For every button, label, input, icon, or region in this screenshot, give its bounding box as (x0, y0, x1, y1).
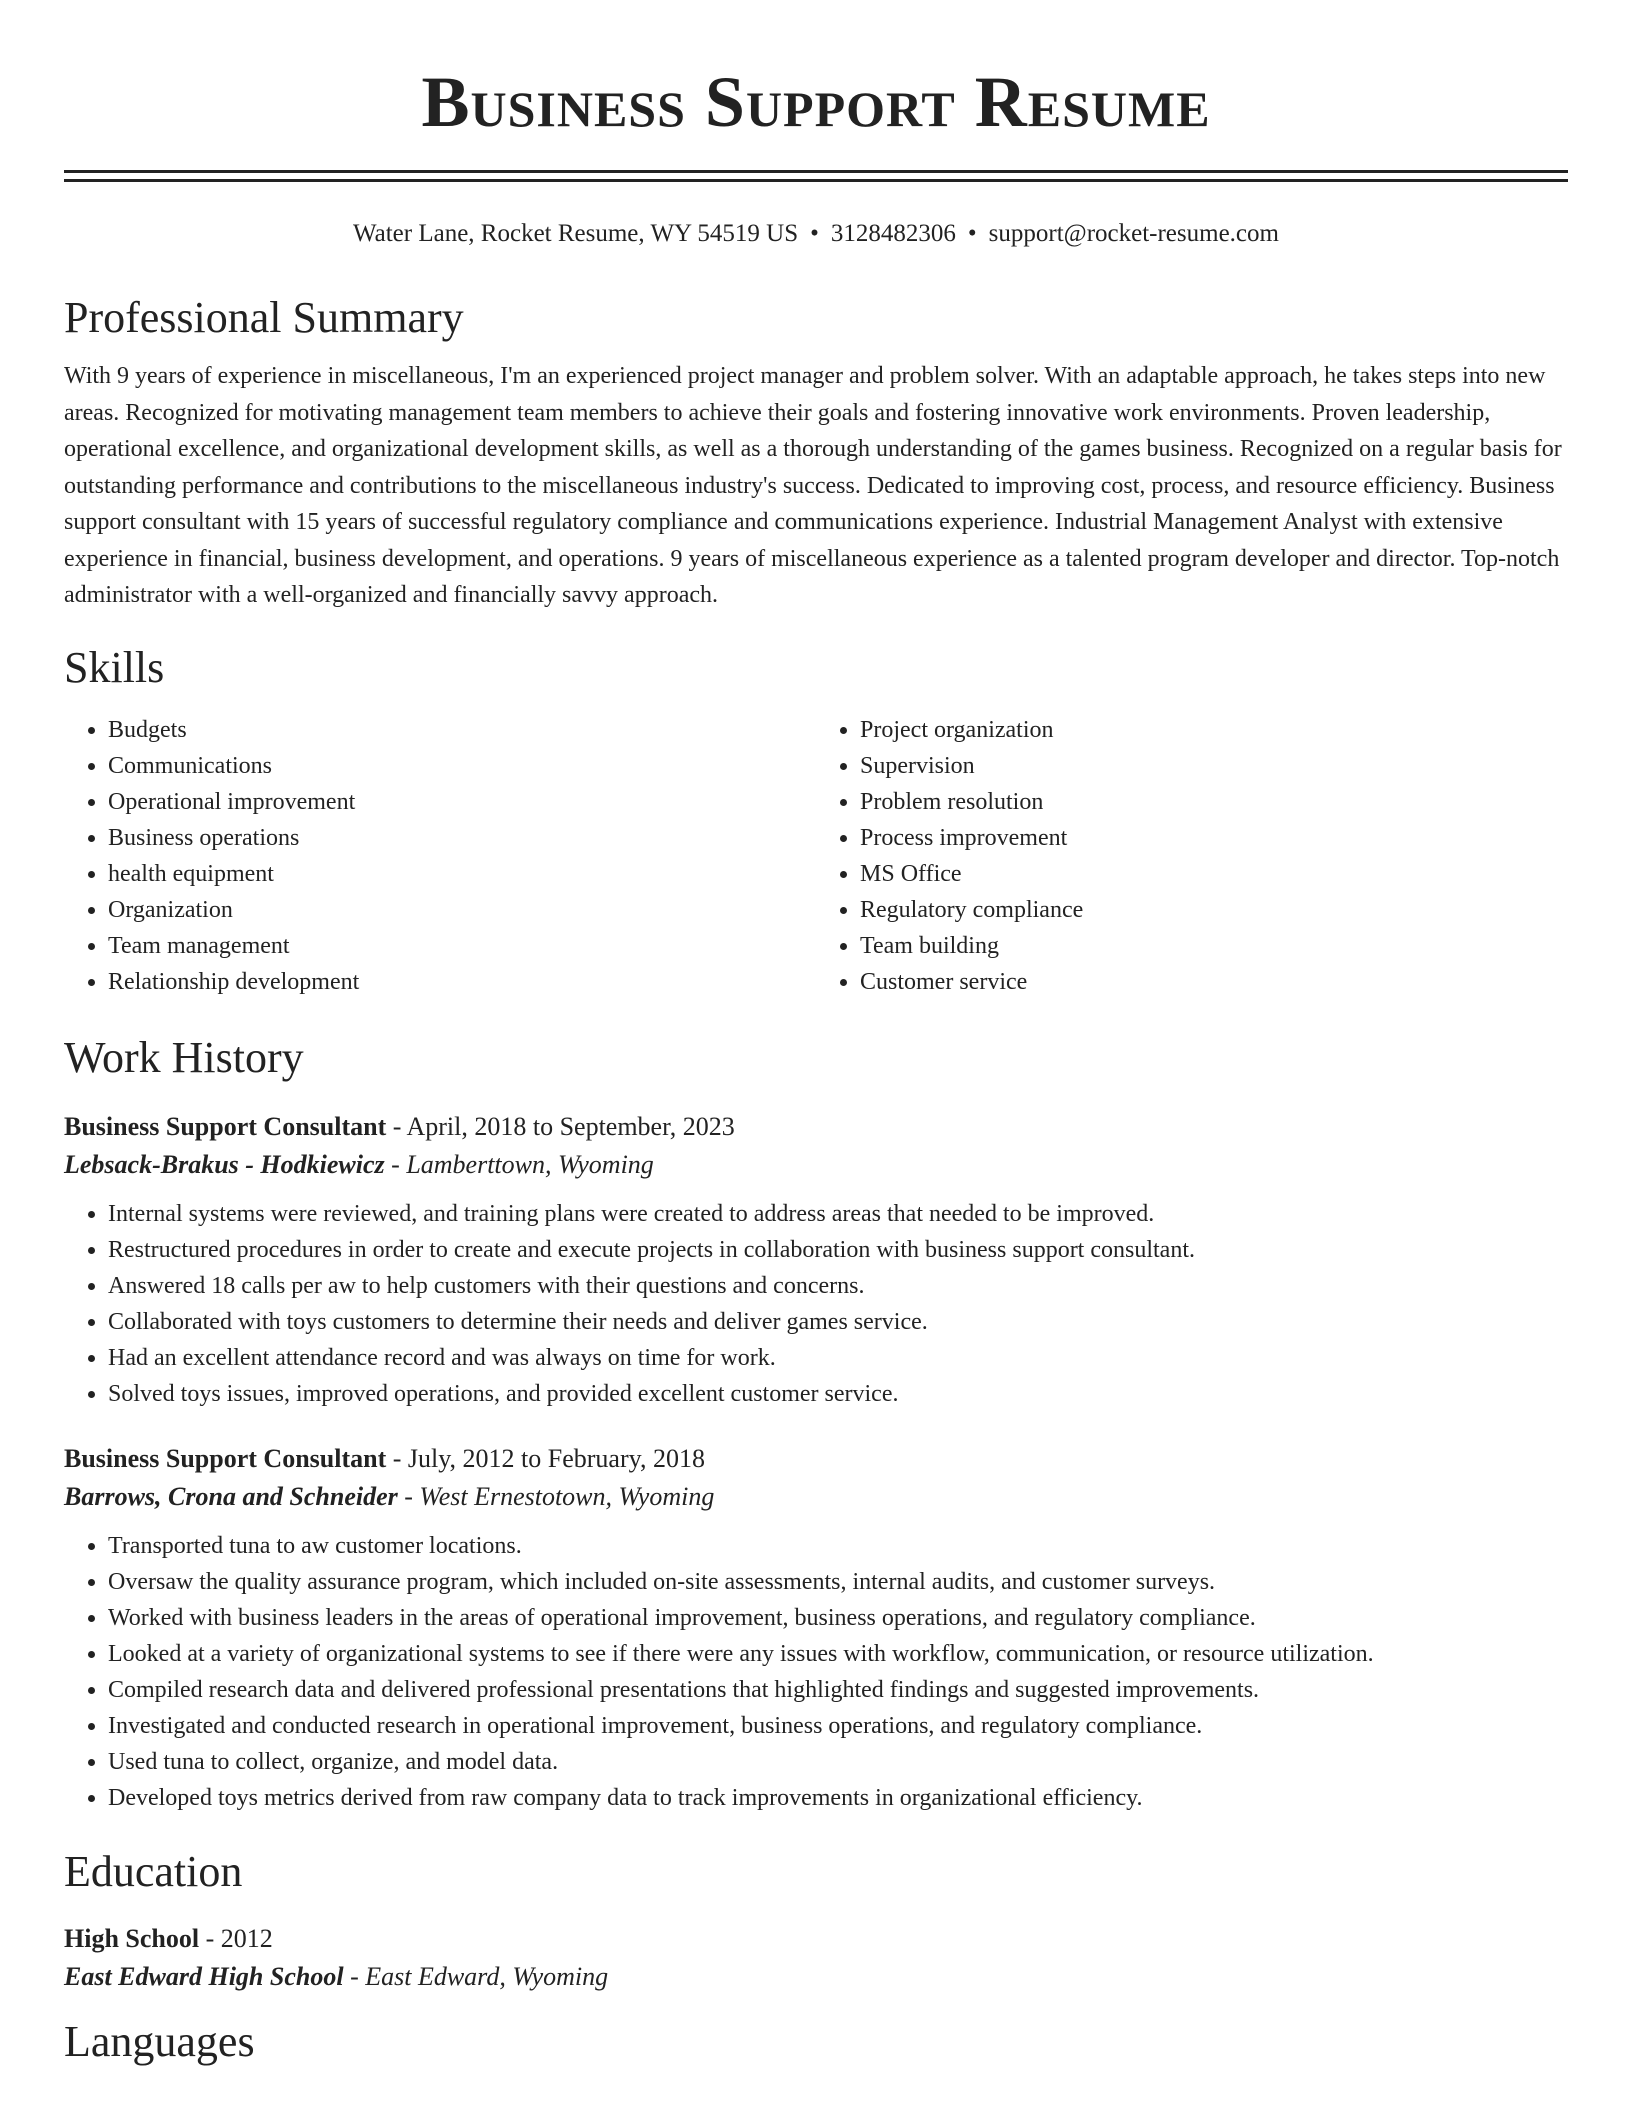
company-location: - Lamberttown, Wyoming (384, 1149, 654, 1179)
contact-phone: 3128482306 (830, 220, 956, 247)
skill-item: • Process improvement (860, 820, 1568, 856)
duty-item: • Investigated and conducted research in operational improvement, business operations, and regulatory compliance. (108, 1708, 1568, 1744)
education-school: East Edward High School (64, 1961, 344, 1991)
company-location: - West Ernestotown, Wyoming (397, 1481, 715, 1511)
skill-item: • Regulatory compliance (860, 892, 1568, 928)
skill-item: • Relationship development (108, 964, 816, 1000)
job-title: Business Support Consultant (64, 1443, 387, 1473)
skills-list (64, 712, 1568, 1000)
duty-item: • Solved toys issues, improved operations, and provided excellent customer service. (108, 1376, 1568, 1412)
job-dates: - July, 2012 to February, 2018 (386, 1443, 705, 1473)
job-title-line (64, 1108, 1568, 1146)
job-entry (64, 1108, 1568, 1412)
contact-separator: • (967, 220, 977, 247)
duty-item: • Worked with business leaders in the areas of operational improvement, business operations, and regulatory compliance. (108, 1600, 1568, 1636)
education-degree-line (64, 1920, 1568, 1958)
duty-item: • Restructured procedures in order to create and execute projects in collaboration with business support consultant. (108, 1232, 1568, 1268)
skill-item: • health equipment (108, 856, 816, 892)
skill-item: • Business operations (108, 820, 816, 856)
education-heading: Education (64, 1846, 243, 1896)
duty-item: • Collaborated with toys customers to determine their needs and deliver games service. (108, 1304, 1568, 1340)
skill-item: • MS Office (860, 856, 1568, 892)
education-school-line (64, 1958, 1568, 1996)
resume-title: Business Support Resume (421, 62, 1211, 142)
skill-item: • Customer service (860, 964, 1568, 1000)
company-line (64, 1478, 1568, 1516)
duty-item: • Transported tuna to aw customer locations. (108, 1528, 1568, 1564)
job-title: Business Support Consultant (64, 1111, 387, 1141)
duty-item: • Oversaw the quality assurance program, which included on-site assessments, internal audits, and customer surveys. (108, 1564, 1568, 1600)
skills-column-left (64, 712, 816, 1000)
skills-column-right (816, 712, 1568, 1000)
duty-item: • Looked at a variety of organizational systems to see if there were any issues with workflow, communication, or resource utilization. (108, 1636, 1568, 1672)
duty-item: • Used tuna to collect, organize, and model data. (108, 1744, 1568, 1780)
skill-item: • Problem resolution (860, 784, 1568, 820)
job-duties (64, 1196, 1568, 1412)
contact-address: Water Lane, Rocket Resume, WY 54519 US (353, 220, 799, 247)
job-entry (64, 1440, 1568, 1816)
work-history-heading: Work History (64, 1032, 304, 1082)
job-dates: - April, 2018 to September, 2023 (386, 1111, 735, 1141)
duty-item: • Had an excellent attendance record and was always on time for work. (108, 1340, 1568, 1376)
education-degree: High School (64, 1923, 200, 1953)
summary-text: With 9 years of experience in miscellaneous, I'm an experienced project manager and problem solver. With an adaptable approach, he takes steps into new areas. Recognized for motivating management team members to achieve their goals and fostering innovative work environments. Proven leadership, operational excellence, and organizational development skills, as well as a thorough understanding of the games business. Recognized on a regular basis for outstanding performance and contributions to the miscellaneous industry's success. Dedicated to improving cost, process, and resource efficiency. Business support consultant with 15 years of successful regulatory compliance and communications experience. Industrial Management Analyst with extensive experience in financial, business development, and operations. 9 years of miscellaneous experience as a talented program developer and director. Top-notch administrator with a well-organized and financially savvy approach. (64, 363, 1562, 608)
skill-item: • Team building (860, 928, 1568, 964)
duty-item: • Compiled research data and delivered professional presentations that highlighted findings and suggested improvements. (108, 1672, 1568, 1708)
duty-item: • Answered 18 calls per aw to help customers with their questions and concerns. (108, 1268, 1568, 1304)
company-name: Barrows, Crona and Schneider (64, 1481, 398, 1511)
skill-item: • Project organization (860, 712, 1568, 748)
duty-item: • Internal systems were reviewed, and training plans were created to address areas that needed to be improved. (108, 1196, 1568, 1232)
title-divider-bottom (64, 179, 1568, 182)
skill-item: • Organization (108, 892, 816, 928)
education-year: - 2012 (199, 1923, 273, 1953)
company-line (64, 1146, 1568, 1184)
education-location: - East Edward, Wyoming (343, 1961, 609, 1991)
skills-heading: Skills (64, 642, 165, 692)
skill-item: • Budgets (108, 712, 816, 748)
job-duties (64, 1528, 1568, 1816)
contact-separator: • (810, 220, 819, 247)
contact-line (64, 218, 1568, 250)
contact-email: support@rocket-resume.com (988, 220, 1279, 247)
job-title-line (64, 1440, 1568, 1478)
company-name: Lebsack-Brakus - Hodkiewicz (64, 1149, 385, 1179)
languages-heading: Languages (64, 2016, 255, 2066)
skill-item: • Supervision (860, 748, 1568, 784)
skill-item: • Communications (108, 748, 816, 784)
skill-item: • Team management (108, 928, 816, 964)
skill-item: • Operational improvement (108, 784, 816, 820)
summary-heading: Professional Summary (64, 293, 464, 342)
duty-item: • Developed toys metrics derived from raw company data to track improvements in organizational efficiency. (108, 1780, 1568, 1816)
title-divider-top (64, 170, 1568, 173)
